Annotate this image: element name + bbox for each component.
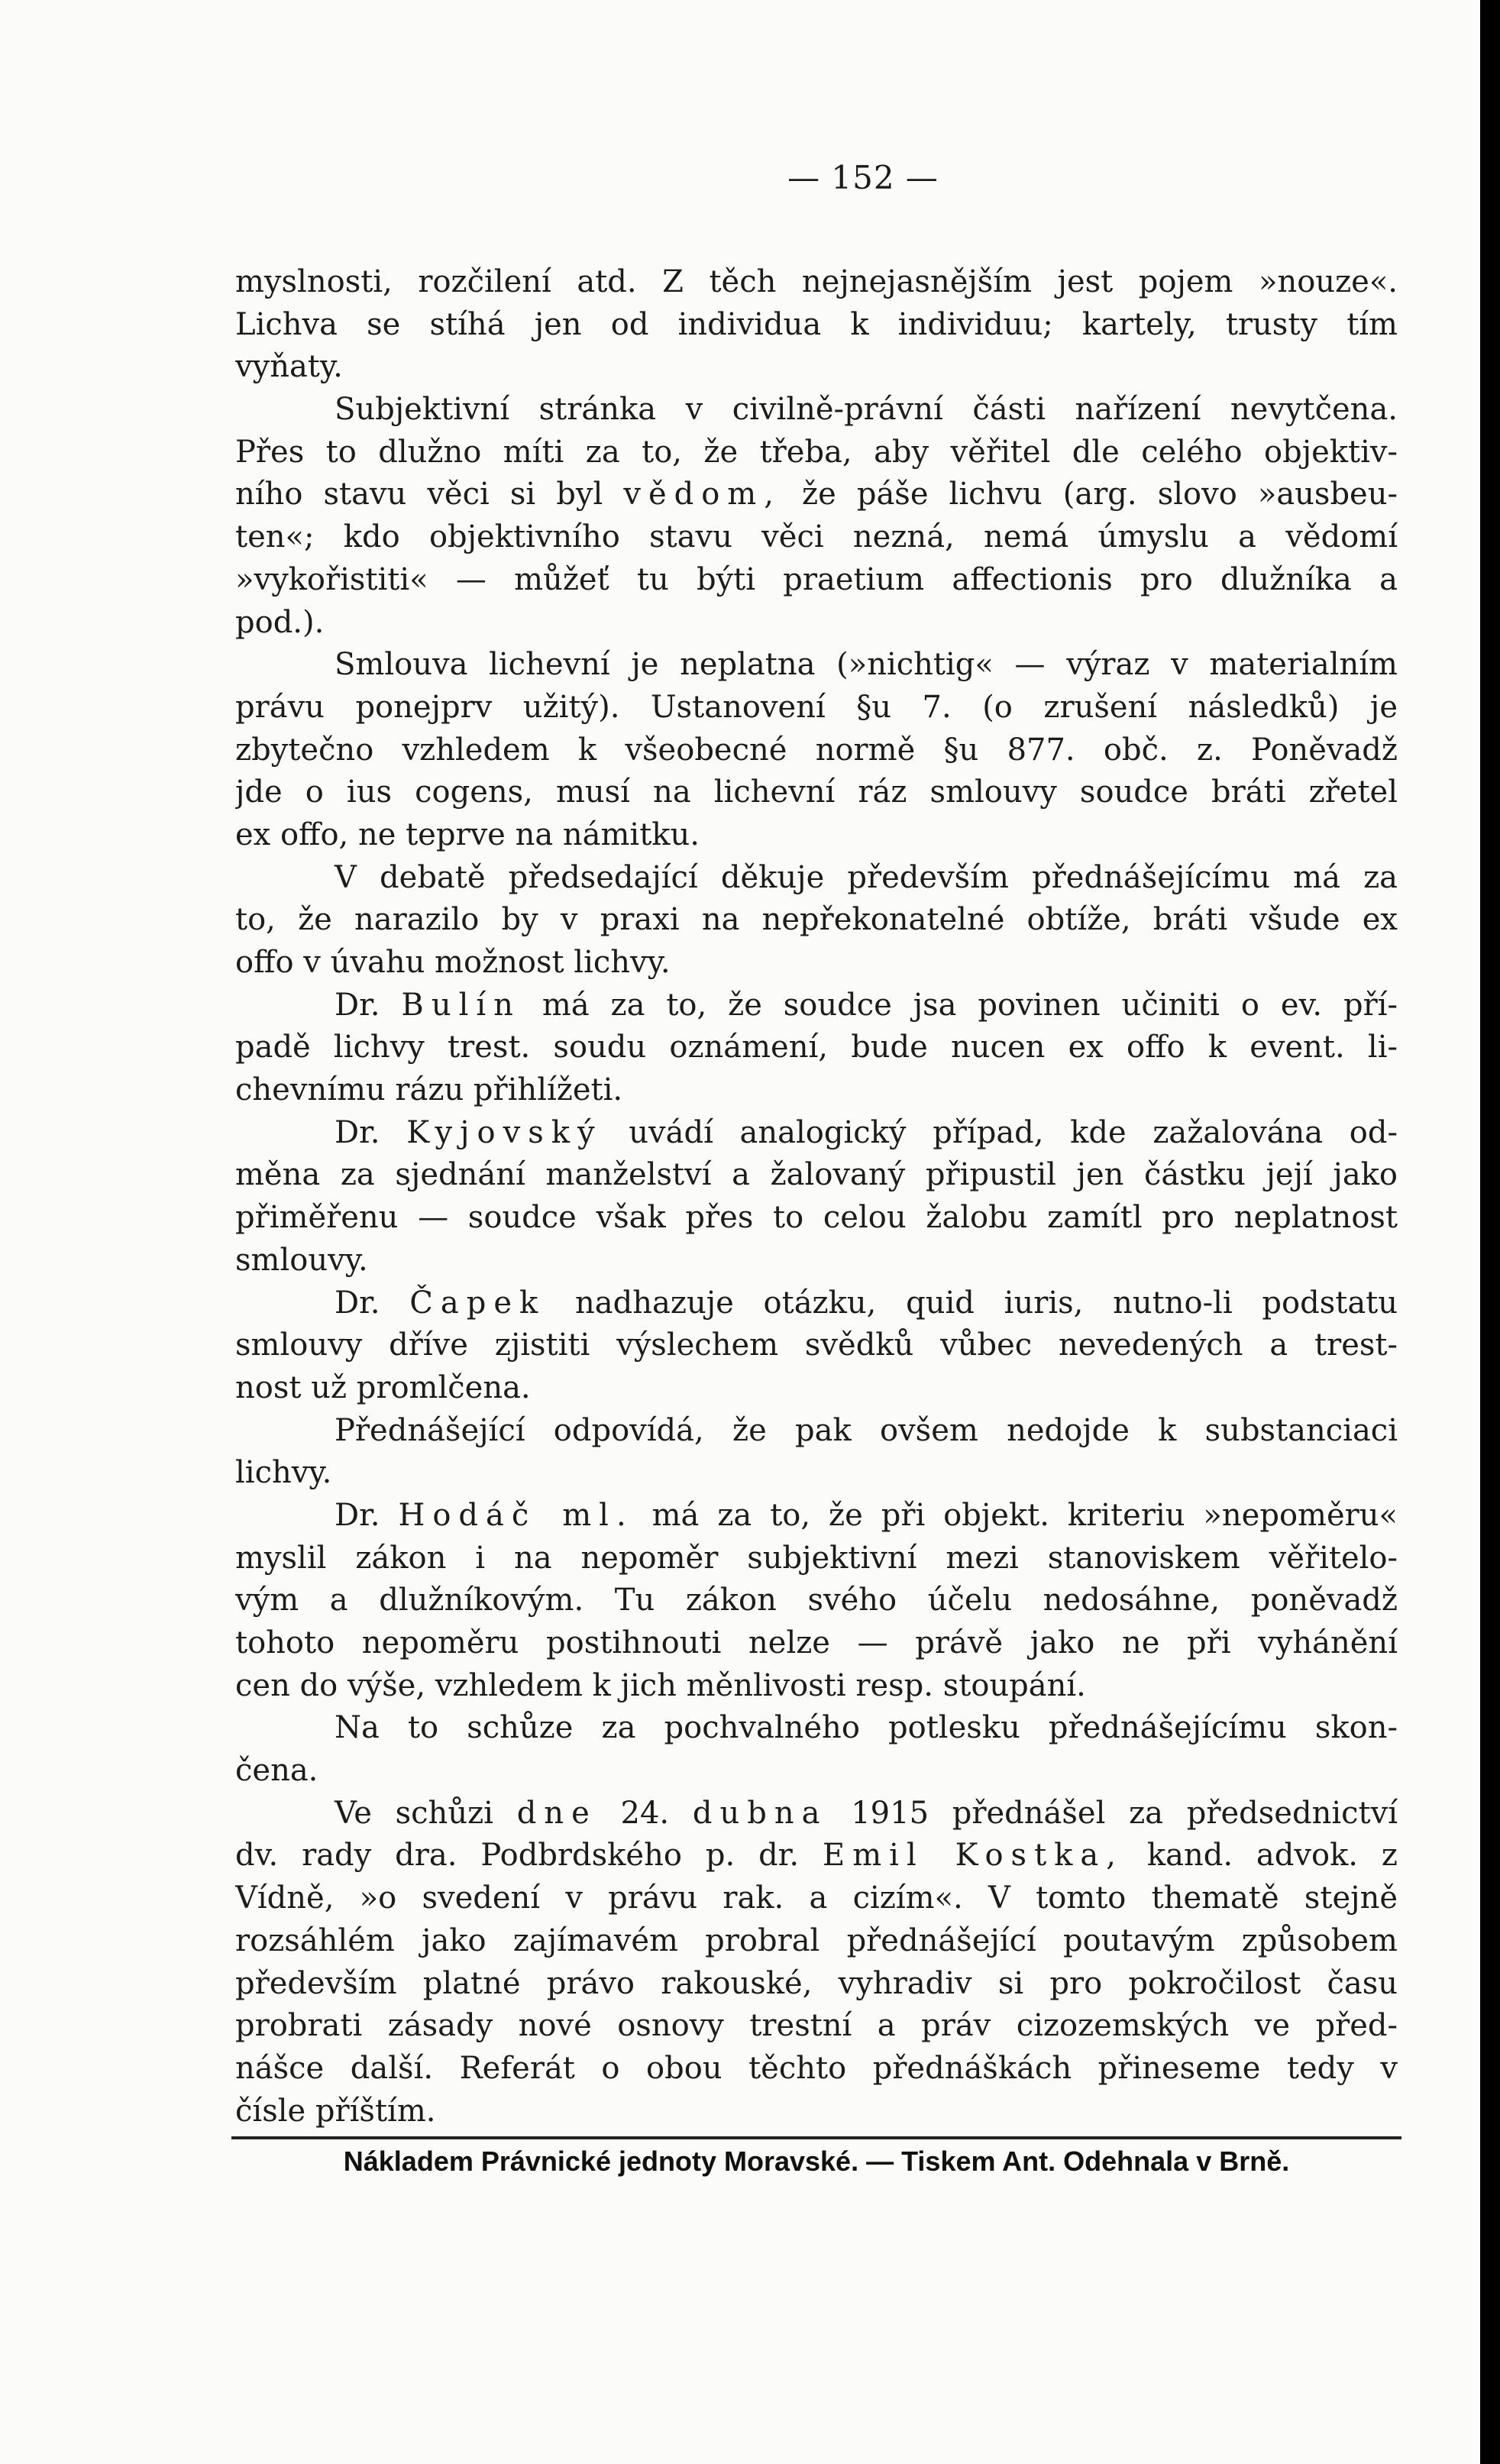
text-fragment: uvádí analogický případ, kde zažalována od- — [629, 1114, 1398, 1150]
text-fragment: vým a dlužníkovým. Tu zákon svého účelu nedosáhne, poněvadž — [235, 1583, 1398, 1618]
text-line — [235, 1580, 1398, 1622]
text-fragment: rozsáhlém jako zajímavém probral přednášející poutavým způsobem — [235, 1922, 1398, 1958]
text-fragment: offo v úvahu možnost lichvy. — [235, 945, 671, 980]
text-fragment: myslnosti, rozčilení atd. Z těch nejnejasnějším jest pojem »nouze«. — [235, 264, 1398, 299]
text-fragment: 1915 přednášel za předsednictví — [851, 1795, 1398, 1831]
spaced-name: Čapek — [409, 1285, 546, 1321]
text-line — [235, 1665, 1398, 1708]
text-line — [235, 1793, 1398, 1835]
text-line — [235, 1027, 1398, 1069]
text-line — [235, 1112, 1398, 1155]
text-line — [235, 899, 1398, 942]
text-fragment: má za to, že při objekt. kriteriu »nepoměru« — [651, 1497, 1398, 1533]
text-fragment: právu ponejprv užitý). Ustanovení §u 7. (o zrušení následků) je — [235, 689, 1398, 725]
text-line — [235, 1707, 1398, 1750]
text-fragment: nadhazuje otázku, quid iuris, nutno-li podstatu — [575, 1285, 1398, 1321]
text-fragment: Ve schůzi — [335, 1795, 493, 1831]
text-fragment: tohoto nepoměru postihnouti nelze — právě jako ne při vyhánění — [235, 1625, 1398, 1660]
spaced-name: Bulín — [401, 987, 521, 1023]
text-fragment: pod.). — [235, 604, 325, 640]
spaced-name: Emil Kostka, — [823, 1838, 1123, 1874]
text-line — [235, 644, 1398, 687]
text-fragment: »vykořistiti« — můžeť tu býti praetium affectionis pro dlužníka a — [235, 561, 1398, 597]
text-fragment: měna za sjednání manželství a žalovaný připustil jen částku její jako — [235, 1157, 1398, 1193]
text-line — [235, 985, 1398, 1027]
text-fragment: smlouvy. — [235, 1242, 368, 1278]
text-line — [235, 1622, 1398, 1665]
text-line — [235, 1367, 1398, 1410]
text-fragment: čísle příštím. — [235, 2093, 436, 2129]
text-fragment: především platné právo rakouské, vyhradiv si pro pokročilost času — [235, 1965, 1398, 2001]
text-fragment: kand. advok. z — [1146, 1838, 1398, 1874]
footer-imprint: Nákladem Právnické jednoty Moravské. — Tiskem Ant. Odehnala v Brně. — [343, 2145, 1290, 2177]
text-fragment: myslil zákon i na nepoměr subjektivní mezi stanoviskem věřitelo- — [235, 1540, 1398, 1576]
text-fragment: nost už promlčena. — [235, 1369, 531, 1405]
text-line — [235, 1835, 1398, 1877]
text-line — [235, 261, 1398, 304]
text-line — [235, 2091, 1398, 2133]
text-line — [235, 1154, 1398, 1197]
text-line — [235, 1282, 1398, 1325]
text-fragment: nášce další. Referát o obou těchto přednáškách přineseme tedy v — [235, 2050, 1398, 2086]
text-fragment: Dr. — [335, 987, 380, 1023]
text-line — [235, 1197, 1398, 1240]
text-line — [235, 2005, 1398, 2048]
text-line — [235, 771, 1398, 814]
text-fragment: Dr. — [335, 1497, 380, 1533]
body-text — [235, 261, 1398, 2133]
text-line — [235, 346, 1398, 389]
text-line — [235, 1750, 1398, 1793]
text-fragment: Přednášející odpovídá, že pak ovšem nedojde k substanciaci — [335, 1412, 1398, 1448]
text-fragment: padě lichvy trest. soudu oznámení, bude nucen ex offo k event. li- — [235, 1030, 1398, 1065]
text-line — [235, 474, 1398, 516]
text-line — [235, 1963, 1398, 2006]
text-fragment: cen do výše, vzhledem k jich měnlivosti resp. stoupání. — [235, 1667, 1086, 1703]
footer-rule — [231, 2136, 1401, 2139]
text-fragment: chevnímu rázu přihlížeti. — [235, 1072, 623, 1108]
text-fragment: dv. rady dra. Podbrdského p. dr. — [235, 1838, 800, 1874]
text-fragment: ního stavu věci si byl — [235, 477, 603, 513]
text-fragment: probrati zásady nové osnovy trestní a práv cizozemských ve před- — [235, 2008, 1398, 2044]
text-line — [235, 432, 1398, 474]
text-line — [235, 1452, 1398, 1495]
text-line — [235, 1324, 1398, 1367]
text-line — [235, 942, 1398, 985]
text-fragment: to, že narazilo by v praxi na nepřekonatelné obtíže, bráti všude ex — [235, 902, 1398, 938]
spaced-name: Kyjovský — [406, 1114, 603, 1150]
text-line — [235, 814, 1398, 857]
text-line — [235, 559, 1398, 602]
text-fragment: Vídně, »o svedení v právu rak. a cizím«. V tomto thematě stejně — [235, 1880, 1398, 1916]
text-fragment: Dr. — [335, 1114, 380, 1150]
text-line — [235, 602, 1398, 645]
text-line — [235, 1538, 1398, 1580]
text-fragment: jde o ius cogens, musí na lichevní ráz smlouvy soudce bráti zřetel — [235, 774, 1398, 810]
text-fragment: Dr. — [335, 1285, 380, 1321]
text-fragment: smlouvy dříve zjistiti výslechem svědků vůbec nevedených a trest- — [235, 1327, 1398, 1363]
text-fragment: Přes to dlužno míti za to, že třeba, aby věřitel dle celého objektiv- — [235, 434, 1398, 470]
text-line — [235, 857, 1398, 900]
text-fragment: Subjektivní stránka v civilně-právní části nařízení nevytčena. — [335, 392, 1398, 428]
text-fragment: Na to schůze za pochvalného potlesku přednášejícímu skon- — [335, 1710, 1398, 1746]
spaced-name: dubna — [692, 1795, 828, 1831]
scan-border — [1480, 0, 1500, 2464]
spaced-name: Hodáč ml. — [398, 1497, 634, 1533]
text-line — [235, 729, 1398, 772]
spaced-name: vědom, — [623, 477, 781, 513]
text-line — [235, 516, 1398, 559]
text-line — [235, 1240, 1398, 1282]
text-line — [235, 1410, 1398, 1453]
spaced-name: dne — [516, 1795, 597, 1831]
text-line — [235, 2048, 1398, 2091]
text-fragment: že páše lichvu (arg. slovo »ausbeu- — [802, 477, 1398, 513]
text-line — [235, 389, 1398, 432]
text-line — [235, 1069, 1398, 1112]
text-fragment: ten«; kdo objektivního stavu věci nezná, nemá úmyslu a vědomí — [235, 519, 1398, 555]
text-fragment: přiměřenu — soudce však přes to celou žalobu zamítl pro neplatnost — [235, 1200, 1398, 1236]
text-line — [235, 304, 1398, 347]
text-fragment: vyňaty. — [235, 349, 343, 385]
text-fragment: má za to, že soudce jsa povinen učiniti o ev. pří- — [541, 987, 1398, 1023]
text-line — [235, 1495, 1398, 1538]
text-line — [235, 1877, 1398, 1920]
text-fragment: čena. — [235, 1753, 318, 1789]
text-fragment: Lichva se stíhá jen od individua k individuu; kartely, trusty tím — [235, 306, 1398, 342]
page-number: — 152 — — [787, 159, 939, 196]
text-fragment: ex offo, ne teprve na námitku. — [235, 816, 700, 852]
text-line — [235, 687, 1398, 729]
text-fragment: 24. — [620, 1795, 670, 1831]
text-fragment: zbytečno vzhledem k všeobecné normě §u 877. obč. z. Poněvadž — [235, 732, 1398, 768]
text-line — [235, 1920, 1398, 1963]
text-fragment: lichvy. — [235, 1455, 332, 1491]
text-fragment: V debatě předsedající děkuje především přednášejícímu má za — [335, 859, 1398, 895]
text-fragment: Smlouva lichevní je neplatna (»nichtig« — výraz v materialním — [335, 647, 1398, 683]
